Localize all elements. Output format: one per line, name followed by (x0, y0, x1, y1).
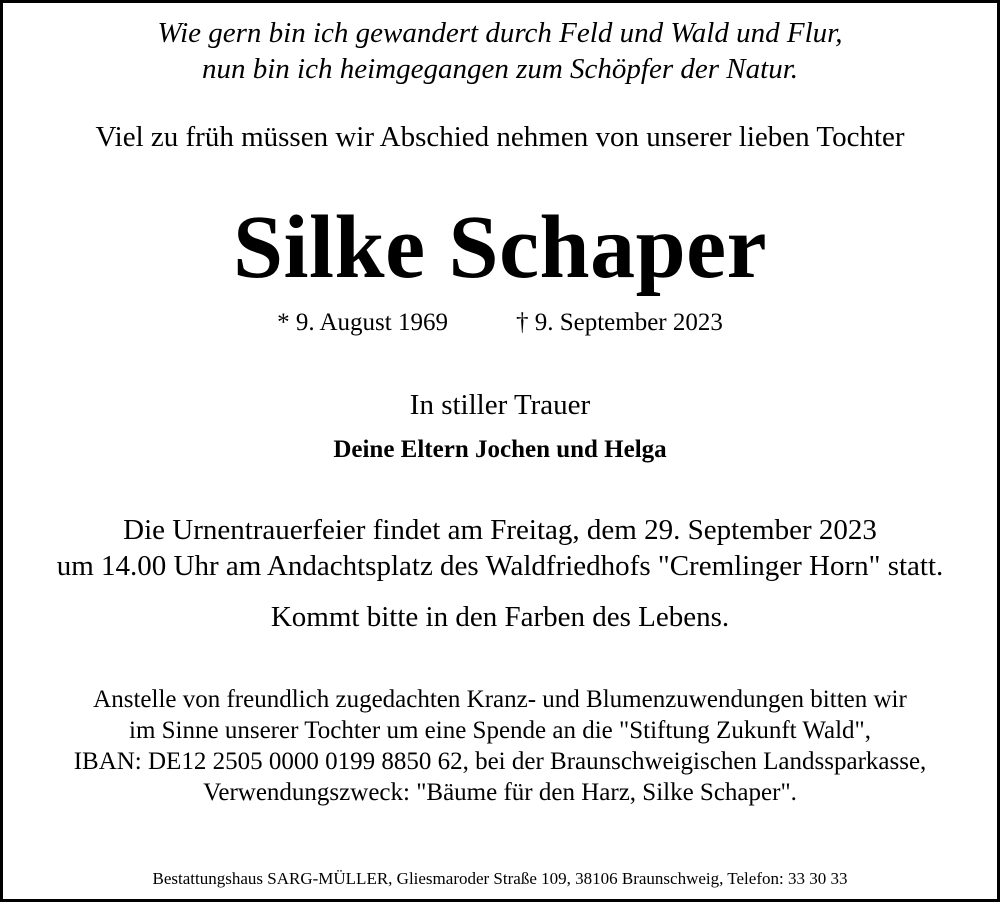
deceased-name: Silke Schaper (232, 198, 768, 297)
ceremony-request: Kommt bitte in den Farben des Lebens. (270, 601, 730, 633)
donation-line-2: im Sinne unserer Tochter um eine Spende an die "Stiftung Zukunft Wald", (129, 717, 871, 744)
birth-date: * 9. August 1969 (277, 309, 448, 336)
mourning-phrase: In stiller Trauer (409, 389, 591, 421)
funeral-home-footer: Bestattungshaus SARG-MÜLLER, Gliesmaroder Straße 109, 38106 Braunschweig, Telefon: 33 30 33 (152, 869, 848, 888)
ceremony-line-1: Die Urnentrauerfeier findet am Freitag, dem 29. September 2023 (123, 514, 877, 546)
poem-line-2: nun bin ich heimgegangen zum Schöpfer der Natur. (201, 53, 799, 85)
donation-line-4: Verwendungszweck: "Bäume für den Harz, Silke Schaper". (203, 779, 797, 806)
donation-line-1: Anstelle von freundlich zugedachten Kranz- und Blumenzuwendungen bitten wir (93, 686, 907, 713)
poem-line-1: Wie gern bin ich gewandert durch Feld und Wald und Flur, (157, 17, 843, 49)
family-names: Deine Eltern Jochen und Helga (333, 436, 667, 463)
donation-line-3: IBAN: DE12 2505 0000 0199 8850 62, bei der Braunschweigischen Landssparkasse, (73, 748, 927, 775)
ceremony-line-2: um 14.00 Uhr am Andachtsplatz des Waldfriedhofs "Cremlinger Horn" statt. (56, 550, 944, 582)
death-date: † 9. September 2023 (515, 309, 723, 336)
life-dates (3, 309, 997, 337)
intro-text: Viel zu früh müssen wir Abschied nehmen von unserer lieben Tochter (95, 121, 905, 153)
